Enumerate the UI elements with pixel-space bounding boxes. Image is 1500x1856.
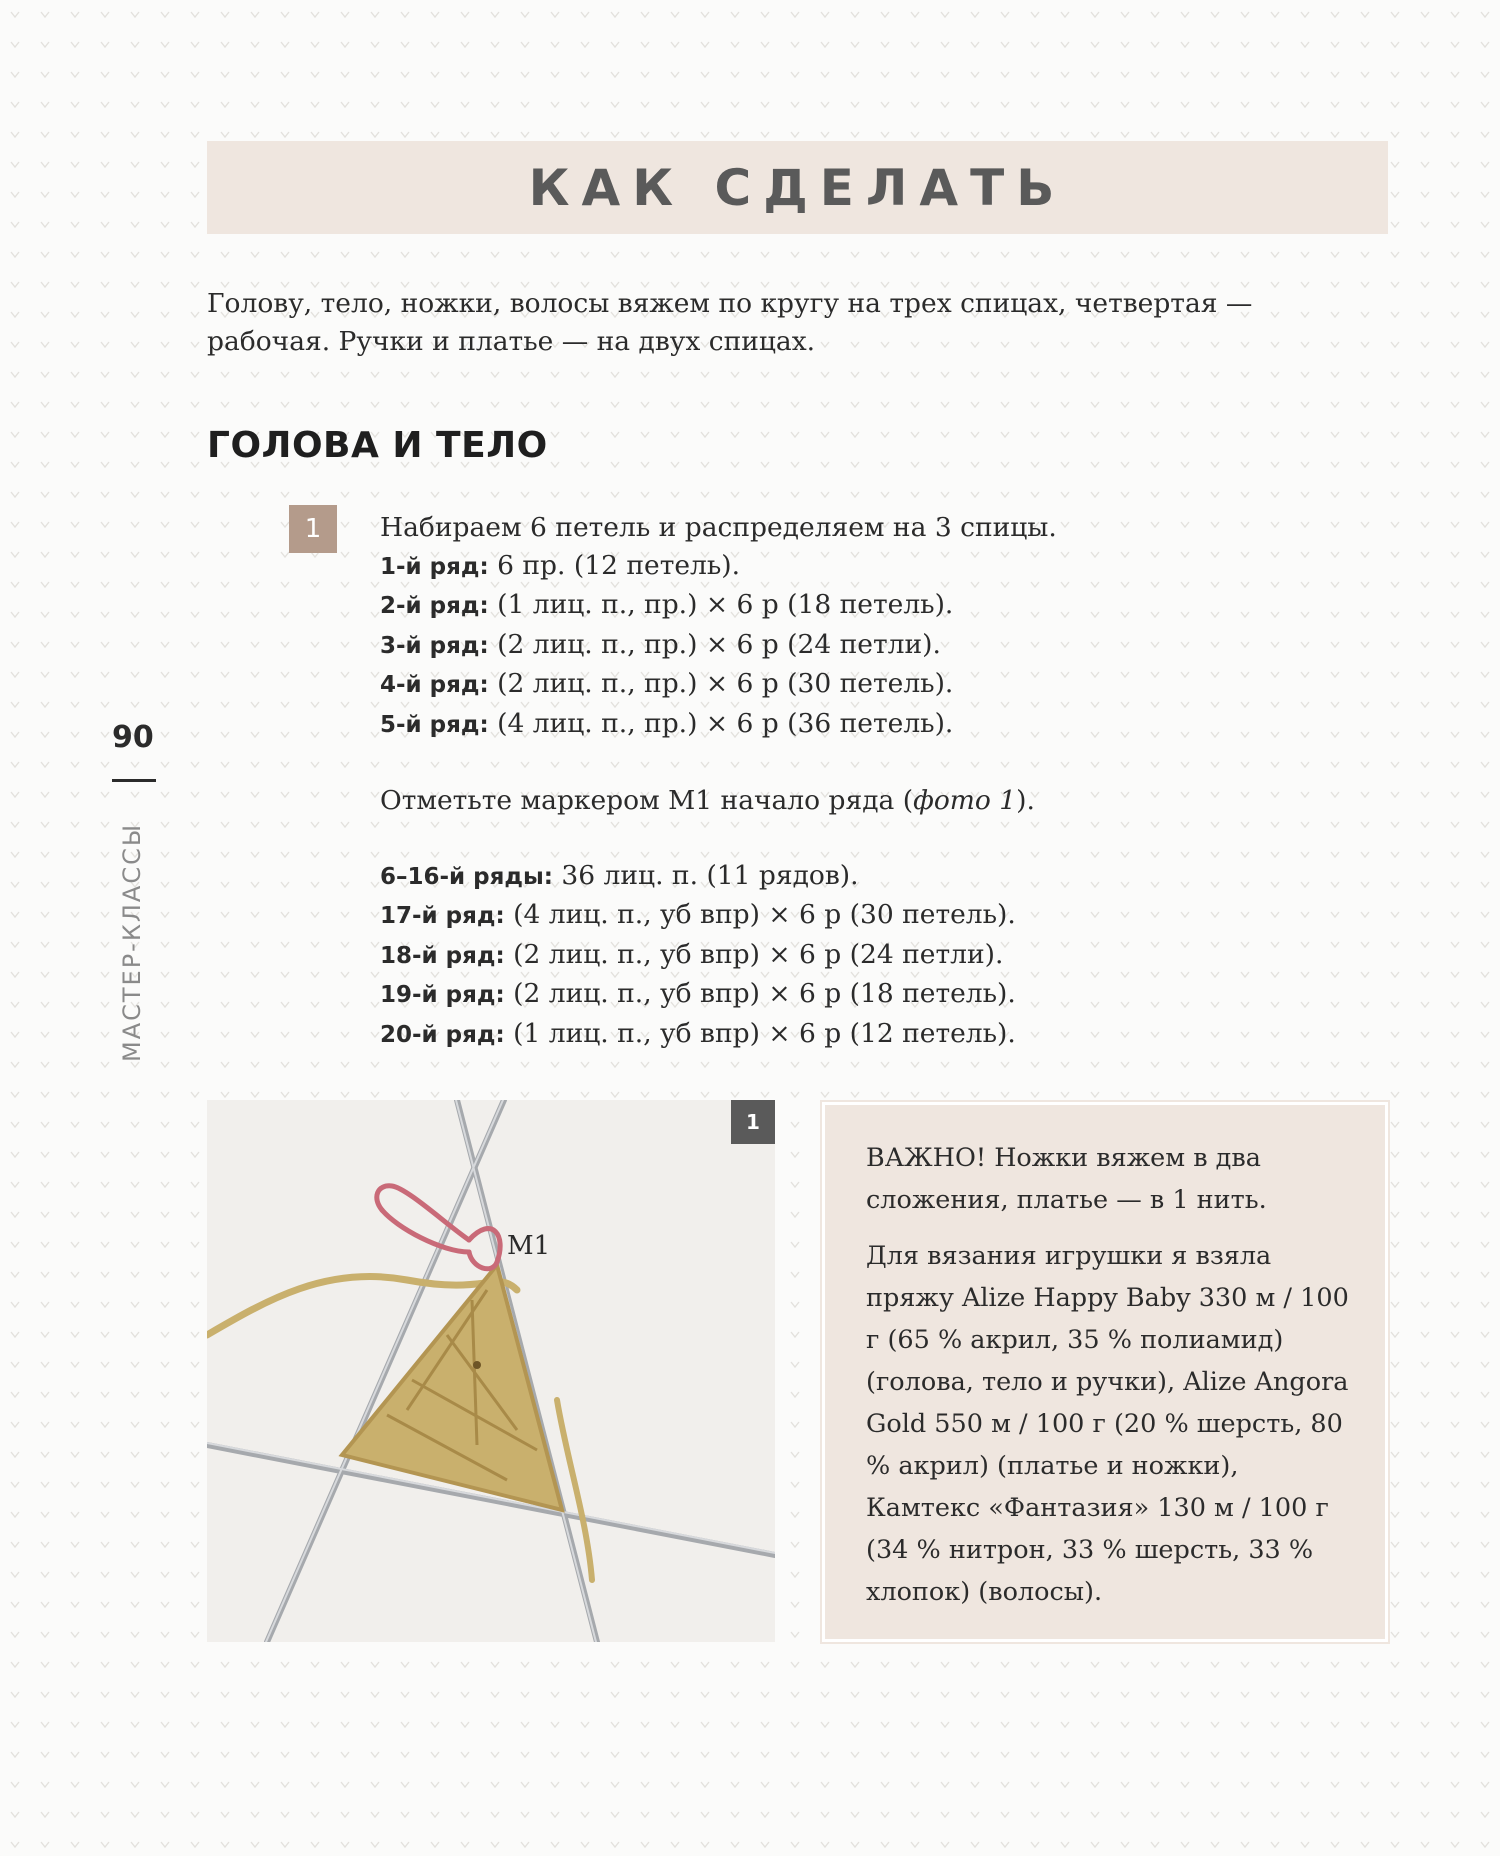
marker-label: М1 — [507, 1231, 551, 1261]
page-title: КАК СДЕЛАТЬ — [528, 158, 1067, 217]
marker-note-end: ). — [1016, 784, 1035, 816]
row-line — [380, 705, 1380, 745]
photo-number-badge: 1 — [731, 1100, 775, 1144]
yarn-note: Для вязания игрушки я взяла пряжу Alize Happy Baby 330 м / 100 г (65 % акрил, 35 % полиамид) (голова, тело и ручки), Alize Angora Gold 550 м / 100 г (20 % шерсть, 80 % акрил) (платье и ножки), Камтекс «Фантазия» 130 м / 100 г (34 % нитрон, 33 % шерсть, 33 % хлопок) (волосы). — [866, 1241, 1349, 1607]
row-text: (2 лиц. п., уб впр) × 6 р (18 петель). — [504, 978, 1016, 1009]
row-line — [380, 1015, 1380, 1055]
row-label: 4-й ряд: — [380, 672, 489, 698]
row-text: (1 лиц. п., уб впр) × 6 р (12 петель). — [504, 1017, 1016, 1049]
row-line — [380, 857, 1380, 897]
row-line — [380, 975, 1380, 1015]
row-label: 5-й ряд: — [380, 711, 489, 738]
section-heading: ГОЛОВА И ТЕЛО — [207, 425, 548, 466]
row-label: 18-й ряд: — [380, 942, 505, 969]
row-line — [380, 665, 1380, 705]
row-label: 3-й ряд: — [380, 632, 489, 659]
spacer — [380, 744, 1380, 782]
row-text: 36 лиц. п. (11 рядов). — [552, 859, 859, 891]
row-label: 19-й ряд: — [380, 982, 505, 1008]
row-text: (1 лиц. п., пр.) × 6 р (18 петель). — [488, 589, 954, 620]
step-number-badge: 1 — [289, 505, 337, 553]
marker-note-text: Отметьте маркером М1 начало ряда ( — [380, 784, 914, 816]
row-label: 6–16-й ряды: — [380, 863, 553, 890]
row-label: 20-й ряд: — [380, 1021, 505, 1048]
section-side-label: МАСТЕР-КЛАССЫ — [118, 822, 146, 1062]
cast-on-line: Набираем 6 петель и распределяем на 3 спицы. — [380, 512, 1057, 543]
row-line — [380, 626, 1380, 666]
step-instructions — [380, 509, 1380, 1054]
photo-reference: фото 1 — [913, 784, 1017, 816]
row-line — [380, 936, 1380, 976]
row-text: (4 лиц. п., пр.) × 6 р (36 петель). — [488, 707, 954, 739]
knitting-photo — [207, 1100, 775, 1642]
row-line — [380, 586, 1380, 626]
page-number-rule — [112, 779, 156, 782]
spacer — [380, 819, 1380, 857]
intro-paragraph: Голову, тело, ножки, волосы вяжем по кругу на трех спицах, четвертая — рабочая. Ручки и платье — на двух спицах. — [207, 288, 1253, 357]
row-label: 1-й ряд: — [380, 553, 489, 580]
row-label: 17-й ряд: — [380, 903, 505, 929]
row-text: (2 лиц. п., пр.) × 6 р (30 петель). — [488, 668, 954, 699]
row-text: 6 пр. (12 петель). — [488, 549, 741, 581]
title-band — [207, 141, 1388, 234]
marker-note — [380, 782, 1380, 820]
page-number: 90 — [112, 720, 154, 755]
row-line — [380, 547, 1380, 587]
row-line — [380, 896, 1380, 936]
row-text: (2 лиц. п., пр.) × 6 р (24 петли). — [488, 628, 941, 660]
row-label: 2-й ряд: — [380, 593, 489, 619]
important-note-box — [822, 1102, 1388, 1642]
important-note: ВАЖНО! Ножки вяжем в два сложения, платье — в 1 нить. — [866, 1143, 1267, 1215]
row-text: (2 лиц. п., уб впр) × 6 р (24 петли). — [504, 938, 1004, 970]
row-text: (4 лиц. п., уб впр) × 6 р (30 петель). — [504, 899, 1016, 930]
